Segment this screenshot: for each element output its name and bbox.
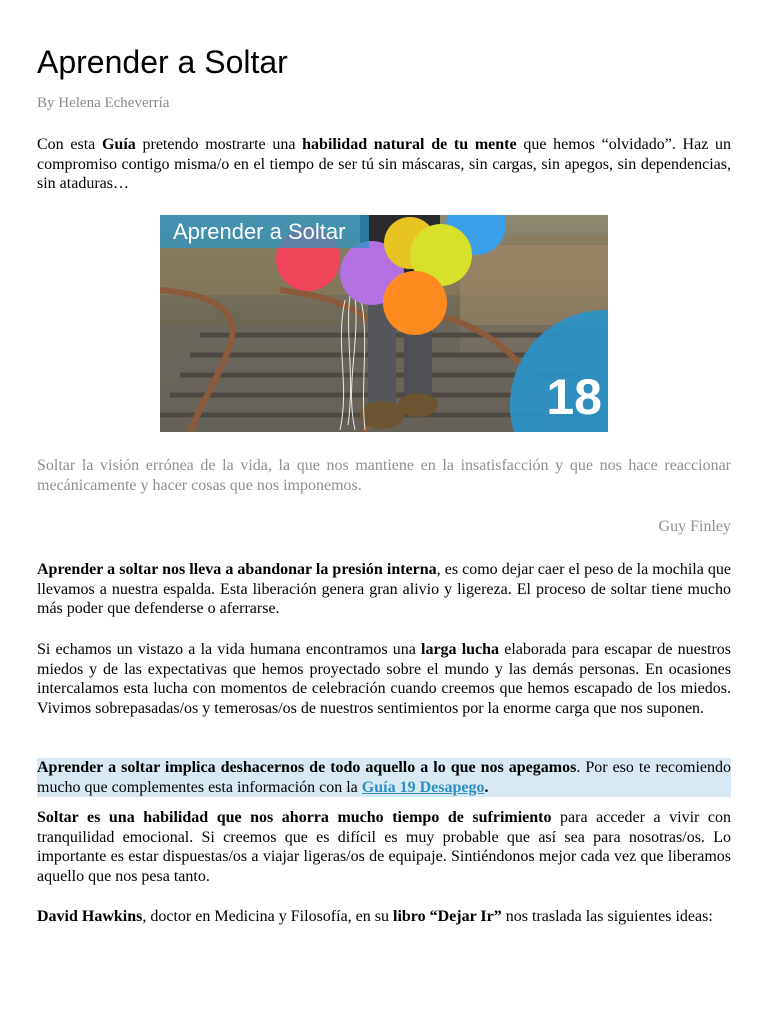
p2-text-1: Si echamos un vistazo a la vida humana encontramos una [37, 641, 421, 658]
p5-text-1: , doctor en Medicina y Filosofía, en su [142, 908, 393, 925]
intro-paragraph [37, 135, 731, 194]
p2-bold: larga lucha [421, 641, 500, 658]
hero-caption: Aprender a Soltar [160, 215, 369, 248]
guide-19-link[interactable]: Guía 19 Desapego [361, 778, 485, 796]
p3-period: . [484, 778, 489, 796]
p1-bold: Aprender a soltar nos lleva a abandonar la presión interna [37, 561, 437, 578]
paragraph-1 [37, 560, 731, 619]
p4-bold: Soltar es una habilidad que nos ahorra mucho tiempo de sufrimiento [37, 809, 552, 826]
page-title: Aprender a Soltar [37, 44, 288, 80]
intro-text-1: Con esta [37, 136, 102, 153]
p3-text-1: . Por eso te recomiendo mucho que complementes esta información con la [37, 759, 731, 796]
intro-text-3: que hemos “olvidado”. Haz un compromiso contigo misma/o en el tiempo de ser tú sin máscaras, sin cargas, sin apegos, sin dependencias, sin ataduras… [37, 136, 732, 192]
intro-bold-1: Guía [101, 136, 136, 153]
paragraph-2 [37, 640, 731, 718]
p4-text: para acceder a vivir con tranquilidad emocional. Si creemos que es difícil es muy probable que así sea para nosotras/os. Lo importante es estar dispuestas/os a viajar ligeras/os de equipaje. Sintiéndonos mejor cada vez que liberamos aquello que nos pesa tanto. [37, 809, 731, 885]
highlighted-paragraph [37, 758, 731, 797]
p2-text-2: elaborada para escapar de nuestros miedos y de las expectativas que hemos proyectado sobre el mundo y las demás personas. En ocasiones intercalamos esta lucha con momentos de celebración cuando creemos que hemos escapado de los miedos. Vivimos sobrepasadas/os y temerosas/os de nuestros sentimientos por la enorme carga que nos suponen. [37, 641, 731, 717]
p5-text-2: nos traslada las siguientes ideas: [501, 908, 713, 925]
intro-text-2: pretendo mostrarte una [135, 136, 303, 153]
intro-bold-2: habilidad natural de tu mente [302, 136, 517, 153]
paragraph-4 [37, 808, 731, 886]
guide-number: 18 [546, 369, 602, 425]
hero-image [160, 215, 608, 432]
author-byline: By Helena Echeverría [37, 95, 170, 111]
p1-text: , es como dejar caer el peso de la mochila que llevamos a nuestra espalda. Esta liberación genera gran alivio y ligereza. El proceso de soltar tiene mucho más poder que defenderse o aferrarse. [37, 561, 732, 617]
quote-text: Soltar la visión errónea de la vida, la que nos mantiene en la insatisfacción y que nos hace reaccionar mecánicamente y hacer cosas que nos imponemos. [37, 457, 731, 494]
p3-bold: Aprender a soltar implica deshacernos de todo aquello a lo que nos apegamos [37, 759, 577, 776]
p5-bold-1: David Hawkins [37, 908, 143, 925]
p5-bold-2: libro “Dejar Ir” [393, 908, 502, 925]
quote-author: Guy Finley [658, 518, 731, 535]
paragraph-5 [37, 907, 731, 927]
